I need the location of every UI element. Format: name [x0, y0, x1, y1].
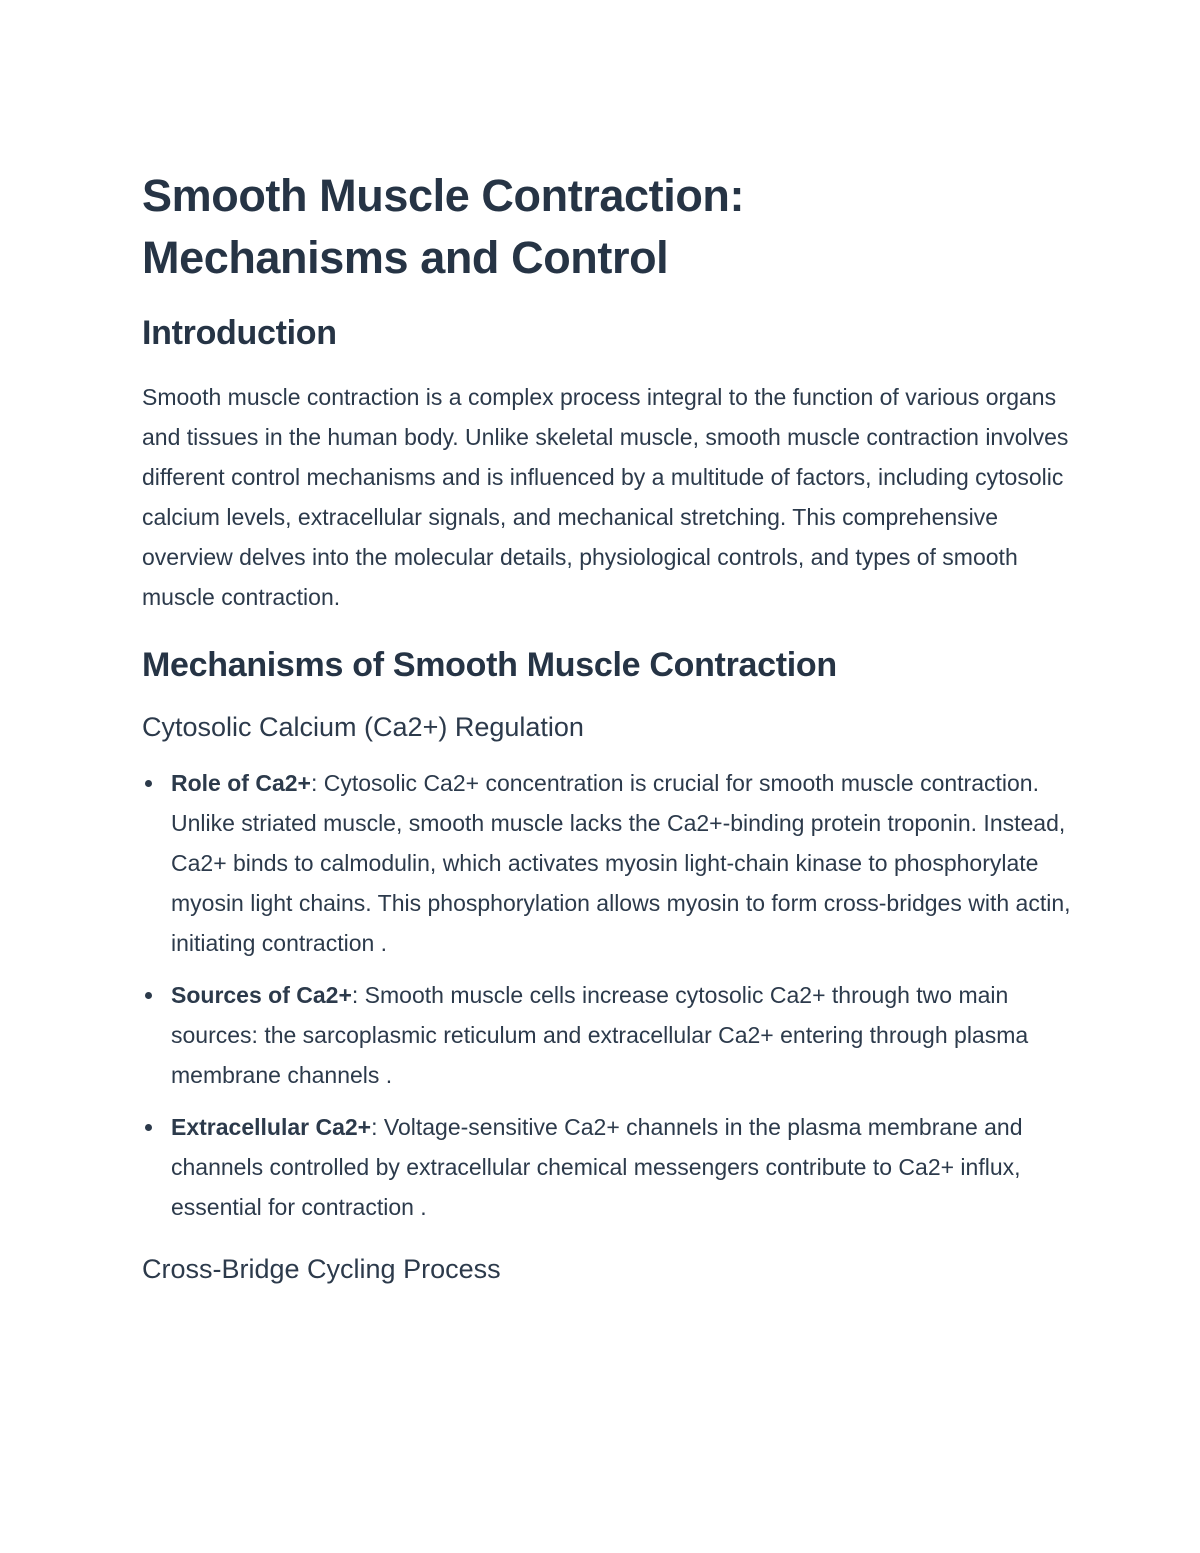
- list-item-text: : Smooth muscle cells increase cytosolic Ca2+ through two main sources: the sarcoplasmic reticulum and extracellular Ca2+ entering through plasma membrane channels .: [171, 982, 1029, 1088]
- calcium-regulation-heading: Cytosolic Calcium (Ca2+) Regulation: [142, 712, 584, 742]
- list-item: [142, 975, 1072, 1095]
- bullet-icon: [145, 780, 152, 787]
- list-item-term: Role of Ca2+: [171, 770, 311, 796]
- title-line-1: Smooth Muscle Contraction:: [142, 170, 745, 221]
- introduction-heading: Introduction: [142, 314, 337, 352]
- mechanisms-heading: Mechanisms of Smooth Muscle Contraction: [142, 646, 837, 684]
- title-line-2: Mechanisms and Control: [142, 232, 669, 283]
- list-item: [142, 1107, 1072, 1227]
- document-page: [142, 165, 1072, 1287]
- bullet-icon: [145, 1124, 152, 1131]
- cross-bridge-heading: Cross-Bridge Cycling Process: [142, 1254, 501, 1284]
- document-title: [142, 165, 1072, 289]
- calcium-regulation-list: [142, 763, 1072, 1227]
- bullet-icon: [145, 992, 152, 999]
- list-item-term: Extracellular Ca2+: [171, 1114, 372, 1140]
- introduction-paragraph: Smooth muscle contraction is a complex process integral to the function of various organs and tissues in the human body. Unlike skeletal muscle, smooth muscle contraction involves different control mechanisms and is influenced by a multitude of factors, including cytosolic calcium levels, extracellular signals, and mechanical stretching. This comprehensive overview delves into the molecular details, physiological controls, and types of smooth muscle contraction.: [142, 384, 1069, 610]
- list-item-text: : Cytosolic Ca2+ concentration is crucial for smooth muscle contraction. Unlike striated muscle, smooth muscle lacks the Ca2+-binding protein troponin. Instead, Ca2+ binds to calmodulin, which activates myosin light-chain kinase to phosphorylate myosin light chains. This phosphorylation allows myosin to form cross-bridges with actin, initiating contraction .: [171, 770, 1071, 956]
- list-item: [142, 763, 1072, 963]
- list-item-text: : Voltage-sensitive Ca2+ channels in the plasma membrane and channels controlled by extracellular chemical messengers contribute to Ca2+ influx, essential for contraction .: [171, 1114, 1023, 1220]
- list-item-term: Sources of Ca2+: [171, 982, 352, 1008]
